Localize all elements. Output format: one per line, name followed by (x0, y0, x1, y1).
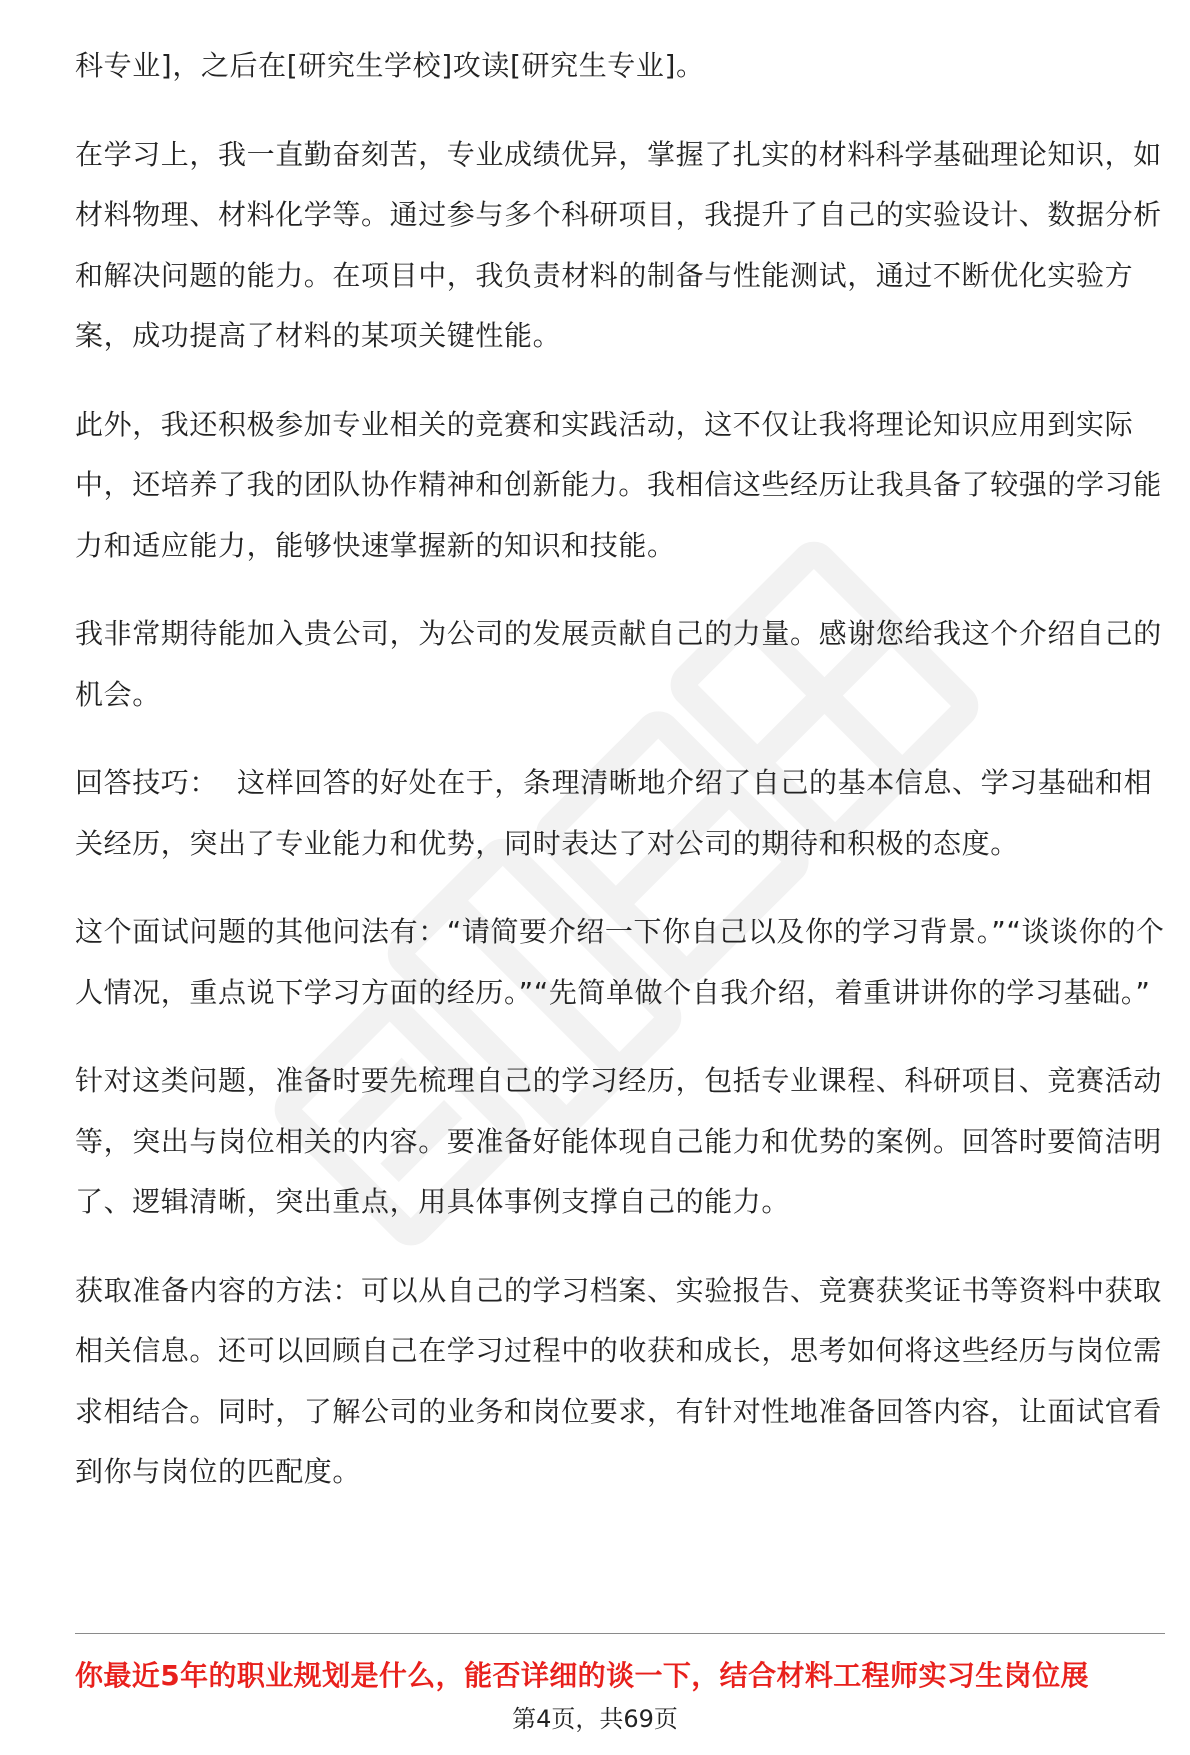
alternate-questions-paragraph: 这个面试问题的其他问法有：“请简要介绍一下你自己以及你的学习背景。”“谈谈你的个人情况，重点说下学习方面的经历。”“先简单做个自我介绍，着重讲讲你的学习基础。” (75, 915, 1165, 1009)
answer-tips-paragraph: 回答技巧： 这样回答的好处在于，条理清晰地介绍了自己的基本信息、学习基础和相关经历，突出了专业能力和优势，同时表达了对公司的期待和积极的态度。 (75, 766, 1153, 860)
paragraph: 我非常期待能加入贵公司，为公司的发展贡献自己的力量。感谢您给我这个介绍自己的机会。 (75, 617, 1162, 711)
paragraph: 在学习上，我一直勤奋刻苦，专业成绩优异，掌握了扎实的材料科学基础理论知识，如材料物理、材料化学等。通过参与多个科研项目，我提升了自己的实验设计、数据分析和解决问题的能力。在项目中，我负责材料的制备与性能测试，通过不断优化实验方案，成功提高了材料的某项关键性能。 (75, 137, 1162, 352)
paragraph: 此外，我还积极参加专业相关的竞赛和实践活动，这不仅让我将理论知识应用到实际中，还培养了我的团队协作精神和创新能力。我相信这些经历让我具备了较强的学习能力和适应能力，能够快速掌握新的知识和技能。 (75, 407, 1162, 562)
divider (75, 1633, 1165, 1634)
content-source-paragraph: 获取准备内容的方法：可以从自己的学习档案、实验报告、竞赛获奖证书等资料中获取相关信息。还可以回顾自己在学习过程中的收获和成长，思考如何将这些经历与岗位需求相结合。同时，了解公司的业务和岗位要求，有针对性地准备回答内容，让面试官看到你与岗位的匹配度。 (75, 1273, 1162, 1488)
page-number: 第4页，共69页 (512, 1705, 678, 1733)
document-body (75, 36, 1165, 1531)
next-question-heading: 你最近5年的职业规划是什么，能否详细的谈一下，结合材料工程师实习生岗位展 (75, 1659, 1089, 1692)
paragraph: 科专业]，之后在[研究生学校]攻读[研究生专业]。 (75, 49, 705, 82)
preparation-paragraph: 针对这类问题，准备时要先梳理自己的学习经历，包括专业课程、科研项目、竞赛活动等，突出与岗位相关的内容。要准备好能体现自己能力和优势的案例。回答时要简洁明了、逻辑清晰，突出重点，用具体事例支撑自己的能力。 (75, 1064, 1162, 1218)
